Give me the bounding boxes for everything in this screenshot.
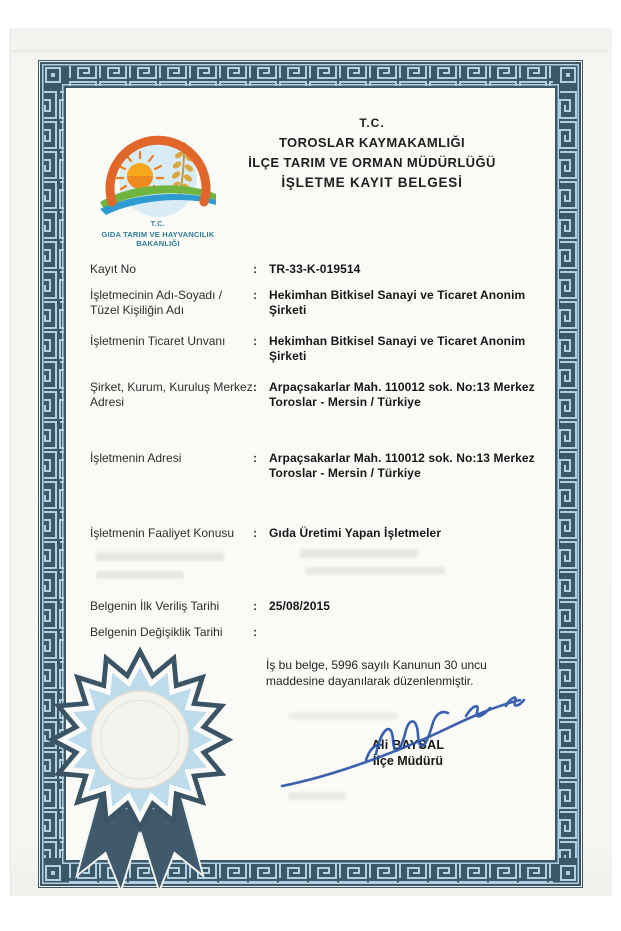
signer-name: Ali BAYSAL (371, 738, 445, 752)
field-label: Belgenin Değişiklik Tarihi (90, 625, 223, 639)
field-separator: : (253, 262, 257, 276)
field-row-degisiklik-tarihi (90, 625, 544, 640)
field-separator: : (253, 288, 257, 302)
header-department: İLÇE TARIM VE ORMAN MÜDÜRLÜĞÜ (248, 155, 496, 170)
ministry-logo-icon (96, 134, 220, 218)
field-label: İşletmenin Adresi (90, 451, 182, 465)
field-row-isletmeci-adi (90, 288, 544, 317)
certificate-title: İŞLETME KAYIT BELGESİ (281, 175, 463, 190)
scan-artifact (96, 552, 224, 561)
field-separator: : (253, 451, 257, 465)
scan-artifact (305, 567, 445, 575)
award-ribbon-icon (44, 640, 236, 899)
signature-block (333, 738, 483, 768)
scan-artifact (300, 549, 418, 558)
legal-note: İş bu belge, 5996 sayılı Kanunun 30 uncu maddesine dayanılarak düzenlenmiştir. (266, 658, 487, 688)
scan-artifact (288, 792, 346, 800)
signer-title: İlçe Müdürü (372, 754, 444, 768)
ministry-logo (96, 134, 220, 249)
field-separator: : (253, 599, 257, 613)
field-row-faaliyet-konusu (90, 526, 544, 541)
field-label: Belgenin İlk Veriliş Tarihi (90, 599, 220, 613)
field-value: Gıda Üretimi Yapan İşletmeler (269, 526, 442, 540)
logo-ministry-line1: GIDA TARIM VE HAYVANCILIK (101, 229, 215, 239)
scan-artifact (288, 712, 398, 720)
field-value: Arpaçsakarlar Mah. 110012 sok. No:13 Merkez Toroslar - Mersin / Türkiye (269, 380, 535, 409)
certificate-header (222, 116, 522, 190)
logo-ministry-line2: BAKANLIĞI (136, 239, 180, 249)
field-row-merkez-adresi (90, 380, 544, 409)
field-value: Hekimhan Bitkisel Sanayi ve Ticaret Anonim Şirketi (269, 334, 526, 363)
field-value: TR-33-K-019514 (269, 262, 361, 276)
header-authority: TOROSLAR KAYMAKAMLIĞI (278, 135, 466, 150)
field-row-ticaret-unvani (90, 334, 544, 363)
field-label: İşletmecinin Adı-Soyadı / Tüzel Kişiliğin Adı (90, 288, 223, 317)
field-separator: : (253, 380, 257, 394)
field-label: İşletmenin Faaliyet Konusu (90, 526, 235, 540)
field-row-ilk-verilis-tarihi (90, 599, 544, 614)
field-separator: : (253, 625, 257, 639)
field-value: 25/08/2015 (269, 599, 331, 613)
field-value: Arpaçsakarlar Mah. 110012 sok. No:13 Merkez Toroslar - Mersin / Türkiye (269, 451, 535, 480)
field-label: Şirket, Kurum, Kuruluş Merkez Adresi (90, 380, 253, 409)
field-label: İşletmenin Ticaret Unvanı (90, 334, 226, 348)
field-row-isletme-adresi (90, 451, 544, 480)
field-row-kayit-no (90, 262, 544, 277)
field-separator: : (253, 334, 257, 348)
field-value: Hekimhan Bitkisel Sanayi ve Ticaret Anonim Şirketi (269, 288, 526, 317)
header-tc: T.C. (359, 116, 385, 130)
field-label: Kayıt No (90, 262, 137, 276)
field-separator: : (253, 526, 257, 540)
scan-artifact (96, 571, 184, 579)
logo-tc-label: T.C. (150, 221, 166, 228)
